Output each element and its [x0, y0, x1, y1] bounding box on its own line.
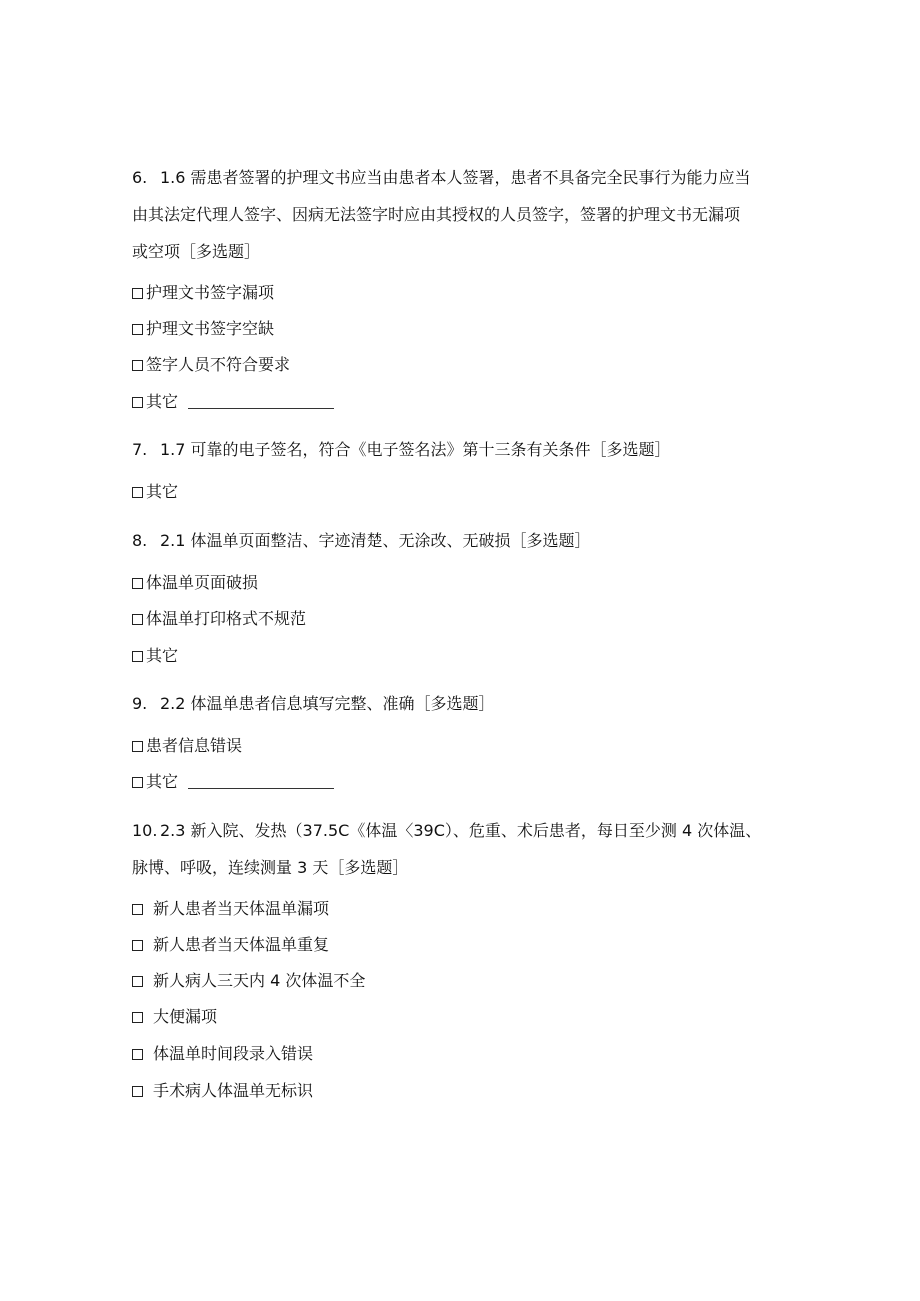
question-9-option-1[interactable] — [132, 734, 242, 758]
question-7-number: 7. — [132, 440, 148, 459]
question-9-text-1: 2.2 体温单患者信息填写完整、准确［多选题］ — [160, 694, 495, 713]
checkbox-icon[interactable] — [132, 741, 143, 752]
option-label: 新人患者当天体温单重复 — [153, 935, 330, 954]
question-8-option-2[interactable] — [132, 607, 306, 631]
question-8-number: 8. — [132, 531, 148, 550]
option-label: 大便漏项 — [153, 1007, 218, 1026]
question-10-option-5[interactable] — [132, 1042, 313, 1066]
question-9-line-1 — [132, 685, 792, 722]
option-label: 护理文书签字漏项 — [146, 283, 275, 302]
option-label: 新人病人三天内 4 次体温不全 — [153, 971, 366, 990]
checkbox-icon[interactable] — [132, 1049, 143, 1060]
question-7-option-1[interactable] — [132, 480, 178, 504]
option-label: 体温单时间段录入错误 — [153, 1044, 314, 1063]
question-6-text-3: 或空项［多选题］ — [132, 242, 261, 261]
option-label: 其它 — [146, 772, 179, 791]
checkbox-icon[interactable] — [132, 1086, 143, 1097]
question-9-number: 9. — [132, 694, 148, 713]
option-label: 签字人员不符合要求 — [146, 355, 291, 374]
checkbox-icon[interactable] — [132, 940, 143, 951]
checkbox-icon[interactable] — [132, 904, 143, 915]
option-label: 其它 — [146, 482, 179, 501]
question-9-option-2[interactable] — [132, 770, 334, 794]
option-label: 护理文书签字空缺 — [146, 319, 275, 338]
question-6-line-1 — [132, 159, 792, 196]
other-text-field[interactable] — [188, 394, 334, 409]
checkbox-icon[interactable] — [132, 397, 143, 408]
question-8 — [132, 522, 792, 559]
question-8-text-1: 2.1 体温单页面整洁、字迹清楚、无涂改、无破损［多选题］ — [160, 531, 591, 550]
option-label: 患者信息错误 — [146, 736, 243, 755]
question-7-line-1 — [132, 431, 792, 468]
question-8-line-1 — [132, 522, 792, 559]
question-6-option-4[interactable] — [132, 390, 334, 414]
question-10-option-3[interactable] — [132, 969, 365, 993]
question-10-option-4[interactable] — [132, 1005, 217, 1029]
option-label: 其它 — [146, 646, 179, 665]
checkbox-icon[interactable] — [132, 777, 143, 788]
checkbox-icon[interactable] — [132, 651, 143, 662]
question-7 — [132, 431, 792, 468]
checkbox-icon[interactable] — [132, 578, 143, 589]
question-6-option-1[interactable] — [132, 281, 274, 305]
question-6-text-1: 1.6 需患者签署的护理文书应当由患者本人签署，患者不具备完全民事行为能力应当 — [160, 168, 751, 187]
question-10-text-2: 脉博、呼吸，连续测量 3 天［多选题］ — [132, 858, 409, 877]
question-10-text-1: 2.3 新入院、发热（37.5C《体温〈39C）、危重、术后患者，每日至少测 4 次体温、 — [160, 821, 762, 840]
question-7-text-1: 1.7 可靠的电子签名，符合《电子签名法》第十三条有关条件［多选题］ — [160, 440, 671, 459]
question-10-option-2[interactable] — [132, 933, 329, 957]
question-6-option-2[interactable] — [132, 317, 274, 341]
question-10-line-1 — [132, 812, 792, 849]
checkbox-icon[interactable] — [132, 324, 143, 335]
question-6-option-3[interactable] — [132, 353, 290, 377]
question-8-option-1[interactable] — [132, 571, 258, 595]
question-6 — [132, 159, 792, 270]
other-text-field[interactable] — [188, 774, 334, 789]
option-label: 其它 — [146, 392, 179, 411]
question-6-text-2: 由其法定代理人签字、因病无法签字时应由其授权的人员签字，签署的护理文书无漏项 — [132, 205, 741, 224]
checkbox-icon[interactable] — [132, 1012, 143, 1023]
option-label: 手术病人体温单无标识 — [153, 1081, 314, 1100]
option-label: 体温单打印格式不规范 — [146, 609, 307, 628]
question-10 — [132, 812, 792, 886]
question-10-option-1[interactable] — [132, 897, 329, 921]
option-label: 体温单页面破损 — [146, 573, 259, 592]
question-6-number: 6. — [132, 168, 148, 187]
checkbox-icon[interactable] — [132, 976, 143, 987]
checkbox-icon[interactable] — [132, 487, 143, 498]
checkbox-icon[interactable] — [132, 360, 143, 371]
question-10-option-6[interactable] — [132, 1079, 313, 1103]
question-8-option-3[interactable] — [132, 644, 178, 668]
question-10-number: 10. — [132, 821, 158, 840]
question-9 — [132, 685, 792, 722]
checkbox-icon[interactable] — [132, 614, 143, 625]
option-label: 新人患者当天体温单漏项 — [153, 899, 330, 918]
checkbox-icon[interactable] — [132, 288, 143, 299]
